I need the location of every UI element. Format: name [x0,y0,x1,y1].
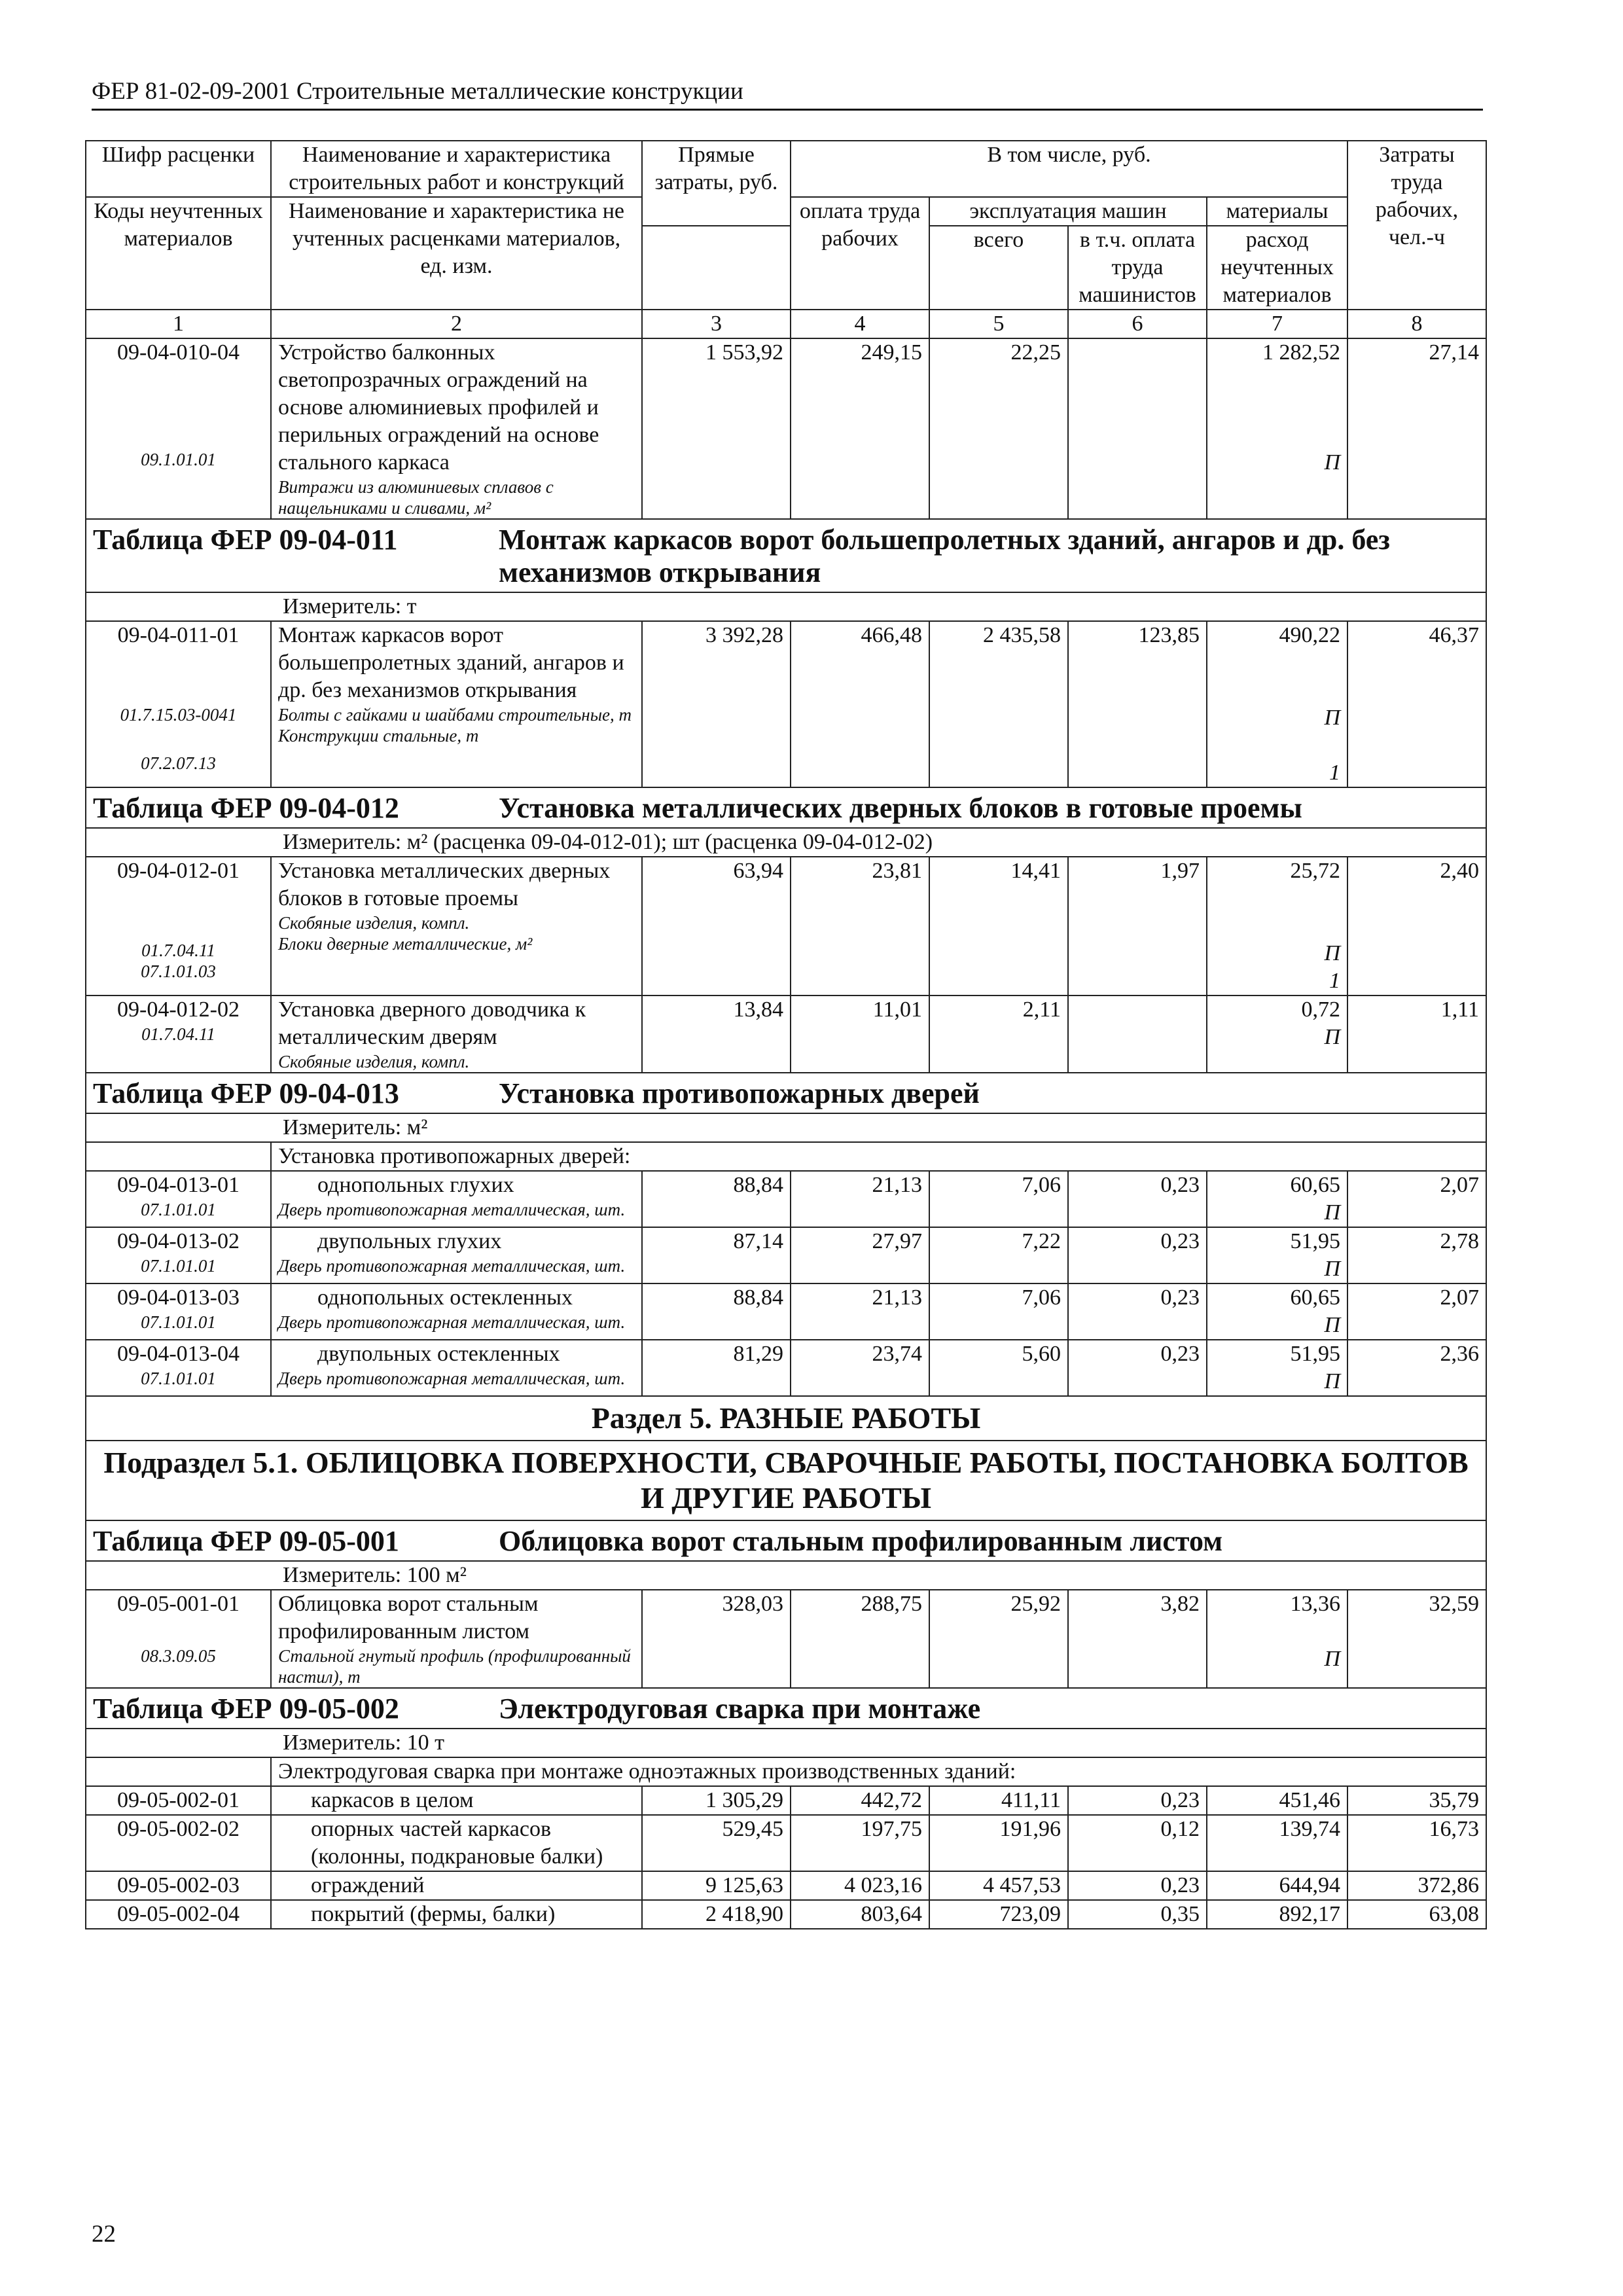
measure-unit: Измеритель: м² [86,1113,1486,1142]
materials: 51,95 [1290,1229,1340,1253]
machines-wages: 0,23 [1068,1283,1207,1340]
material-qty: П [1324,1025,1340,1049]
machines-total: 25,92 [929,1590,1068,1688]
direct-cost: 63,94 [642,857,791,996]
measure-row [86,592,1486,621]
measure-row [86,1561,1486,1590]
machines-wages: 0,23 [1068,1786,1207,1815]
material-code: 08.3.09.05 [141,1646,216,1666]
col-number: 4 [791,310,929,338]
group-spacer [86,1142,271,1171]
rate-code: 09-04-013-02 [117,1229,240,1253]
material-name: Конструкции стальные, т [278,726,479,745]
group-row [86,1757,1486,1786]
labor: 1,11 [1347,996,1486,1073]
material-name: Болты с гайками и шайбами строительные, т [278,705,632,725]
machines-total: 7,22 [929,1227,1068,1283]
table-row [86,857,1486,996]
rate-name: Облицовка ворот стальным профилированным листом [278,1592,539,1643]
material-qty: П [1324,1200,1340,1225]
table-row [86,1283,1486,1340]
measure-unit: Измеритель: т [86,592,1486,621]
rate-code: 09-04-013-03 [117,1285,240,1310]
wages: 249,15 [791,338,929,519]
col-materials-header: материалы [1207,197,1347,226]
material-qty: 1 [1329,969,1340,993]
material-code: 07.1.01.01 [141,1256,216,1276]
table-row [86,621,1486,787]
col-direct-spacer [642,226,791,310]
machines-total: 5,60 [929,1340,1068,1396]
labor: 2,78 [1347,1227,1486,1283]
materials: 60,65 [1290,1173,1340,1197]
material-name: Стальной гнутый профиль (профилированный настил), т [278,1646,631,1687]
wages: 21,13 [791,1283,929,1340]
col-unacc-names-header: Наименование и характеристика не учтенных расценками материалов, ед. изм. [271,197,642,310]
table-row [86,1871,1486,1900]
measure-row [86,828,1486,857]
material-code: 07.1.01.03 [141,961,216,981]
labor: 16,73 [1347,1815,1486,1871]
direct-cost: 529,45 [642,1815,791,1871]
material-name: Дверь противопожарная металлическая, шт. [278,1369,626,1388]
measure-row [86,1729,1486,1757]
col-code-header: Шифр расценки [86,141,271,197]
measure-unit: Измеритель: 10 т [86,1729,1486,1757]
rate-name: опорных частей каркасов (колонны, подкрановые балки) [271,1815,642,1871]
machines-wages: 0,23 [1068,1227,1207,1283]
materials: 139,74 [1207,1815,1347,1871]
labor: 2,07 [1347,1171,1486,1227]
machines-wages: 1,97 [1068,857,1207,996]
col-number: 8 [1347,310,1486,338]
col-machines-total-header: всего [929,226,1068,310]
labor: 372,86 [1347,1871,1486,1900]
direct-cost: 9 125,63 [642,1871,791,1900]
machines-total: 191,96 [929,1815,1068,1871]
materials: 1 282,52 [1262,340,1340,365]
col-number: 1 [86,310,271,338]
machines-wages: 0,23 [1068,1171,1207,1227]
col-name-header: Наименование и характеристика строительных работ и конструкций [271,141,642,197]
material-code: 01.7.04.11 [141,941,215,960]
col-machines-wages-header: в т.ч. оплата труда машинистов [1068,226,1207,310]
machines-wages: 0,23 [1068,1340,1207,1396]
col-machines-header: эксплуатация машин [929,197,1207,226]
machines-wages: 123,85 [1068,621,1207,787]
material-name: Блоки дверные металлические, м² [278,934,533,954]
table-label: Таблица ФЕР 09-04-013 [93,1077,399,1109]
rate-code: 09-05-002-02 [86,1815,271,1871]
rate-code: 09-04-013-01 [117,1173,240,1197]
wages: 442,72 [791,1786,929,1815]
table-heading-row [86,787,1486,828]
material-code: 07.2.07.13 [141,753,216,773]
materials: 490,22 [1279,623,1340,647]
material-name: Скобяные изделия, компл. [278,1052,470,1071]
table-row [86,1227,1486,1283]
measure-unit: Измеритель: м² (расценка 09-04-012-01); шт (расценка 09-04-012-02) [86,828,1486,857]
page-number: 22 [92,2221,116,2248]
group-label: Установка противопожарных дверей: [271,1142,1486,1171]
rate-code: 09-05-002-04 [86,1900,271,1929]
labor: 27,14 [1347,338,1486,519]
table-title: Установка металлических дверных блоков в готовые проемы [499,792,1302,824]
table-row [86,338,1486,519]
material-code: 07.1.01.01 [141,1369,216,1388]
machines-wages: 0,23 [1068,1871,1207,1900]
machines-total: 7,06 [929,1283,1068,1340]
subsection-title: Подраздел 5.1. ОБЛИЦОВКА ПОВЕРХНОСТИ, СВАРОЧНЫЕ РАБОТЫ, ПОСТАНОВКА БОЛТОВ И ДРУГИЕ РАБОТЫ [86,1441,1486,1520]
direct-cost: 88,84 [642,1283,791,1340]
direct-cost: 13,84 [642,996,791,1073]
rate-name: Установка металлических дверных блоков в готовые проемы [278,859,611,910]
table-heading-row [86,1520,1486,1561]
materials: 51,95 [1290,1342,1340,1366]
labor: 35,79 [1347,1786,1486,1815]
rate-name: Устройство балконных светопрозрачных ограждений на основе алюминиевых профилей и перильных ограждений на основе стального каркаса [278,340,599,475]
col-labor-header: Затраты труда рабочих, чел.-ч [1347,141,1486,310]
table-row [86,1815,1486,1871]
section-row [86,1396,1486,1441]
rate-name: двупольных глухих [317,1229,502,1253]
machines-total: 4 457,53 [929,1871,1068,1900]
material-qty: П [1324,1257,1340,1281]
rate-name: однопольных глухих [317,1173,514,1197]
subsection-row [86,1441,1486,1520]
machines-total: 14,41 [929,857,1068,996]
table-label: Таблица ФЕР 09-04-012 [93,792,399,824]
materials: 25,72 [1290,859,1340,883]
material-name: Дверь противопожарная металлическая, шт. [278,1312,626,1332]
rate-name: покрытий (фермы, балки) [271,1900,642,1929]
machines-total: 2 435,58 [929,621,1068,787]
table-row [86,1590,1486,1688]
material-name: Дверь противопожарная металлическая, шт. [278,1256,626,1276]
material-qty: 1 [1329,761,1340,785]
materials: 60,65 [1290,1285,1340,1310]
table-label: Таблица ФЕР 09-05-002 [93,1693,399,1725]
group-row [86,1142,1486,1171]
labor: 2,07 [1347,1283,1486,1340]
material-qty: П [1324,450,1340,475]
rate-name: однопольных остекленных [317,1285,573,1310]
wages: 23,74 [791,1340,929,1396]
group-label: Электродуговая сварка при монтаже одноэтажных производственных зданий: [271,1757,1486,1786]
machines-wages [1068,996,1207,1073]
materials: 13,36 [1290,1592,1340,1616]
material-code: 07.1.01.01 [141,1312,216,1332]
labor: 2,36 [1347,1340,1486,1396]
document-title: ФЕР 81-02-09-2001 Строительные металлические конструкции [92,77,1483,111]
labor: 46,37 [1347,621,1486,787]
machines-wages: 0,35 [1068,1900,1207,1929]
section-title: Раздел 5. РАЗНЫЕ РАБОТЫ [86,1396,1486,1441]
table-label: Таблица ФЕР 09-04-011 [93,524,398,556]
materials: 0,72 [1301,997,1340,1022]
rate-code: 09-05-002-03 [86,1871,271,1900]
material-name: Витражи из алюминиевых сплавов с нащельниками и сливами, м² [278,477,554,518]
wages: 11,01 [791,996,929,1073]
material-code: 01.7.04.11 [141,1024,215,1044]
table-title: Монтаж каркасов ворот большепролетных зданий, ангаров и др. без механизмов открывания [499,524,1390,588]
materials: 892,17 [1207,1900,1347,1929]
table-heading-row [86,1073,1486,1113]
wages: 21,13 [791,1171,929,1227]
col-number: 7 [1207,310,1347,338]
labor: 63,08 [1347,1900,1486,1929]
table-heading-row [86,1688,1486,1729]
col-number: 3 [642,310,791,338]
machines-wages: 3,82 [1068,1590,1207,1688]
direct-cost: 328,03 [642,1590,791,1688]
wages: 803,64 [791,1900,929,1929]
machines-total: 723,09 [929,1900,1068,1929]
rate-name: Установка дверного доводчика к металлическим дверям [278,997,586,1049]
direct-cost: 87,14 [642,1227,791,1283]
wages: 288,75 [791,1590,929,1688]
rate-name: каркасов в целом [271,1786,642,1815]
labor: 2,40 [1347,857,1486,996]
direct-cost: 2 418,90 [642,1900,791,1929]
machines-wages [1068,338,1207,519]
material-qty: П [1324,1313,1340,1337]
col-incl-header: В том числе, руб. [791,141,1347,197]
table-heading-row [86,519,1486,592]
machines-wages: 0,12 [1068,1815,1207,1871]
rate-code: 09-04-010-04 [117,340,240,365]
table-row [86,1900,1486,1929]
direct-cost: 88,84 [642,1171,791,1227]
materials: 644,94 [1207,1871,1347,1900]
col-number: 2 [271,310,642,338]
direct-cost: 81,29 [642,1340,791,1396]
header-row-1 [86,141,1486,197]
material-qty: П [1324,941,1340,965]
measure-unit: Измеритель: 100 м² [86,1561,1486,1590]
group-spacer [86,1757,271,1786]
rate-code: 09-04-013-04 [117,1342,240,1366]
rate-code: 09-04-011-01 [117,623,240,647]
table-row [86,996,1486,1073]
col-unacc-codes-header: Коды неучтенных материалов [86,197,271,310]
materials: 451,46 [1207,1786,1347,1815]
measure-row [86,1113,1486,1142]
material-code: 07.1.01.01 [141,1200,216,1219]
table-title: Установка противопожарных дверей [499,1077,980,1109]
col-number: 5 [929,310,1068,338]
wages: 4 023,16 [791,1871,929,1900]
column-numbers-row [86,310,1486,338]
rate-name: Монтаж каркасов ворот большепролетных зданий, ангаров и др. без механизмов открывания [278,623,624,702]
direct-cost: 3 392,28 [642,621,791,787]
table-label: Таблица ФЕР 09-05-001 [93,1525,399,1557]
table-row [86,1171,1486,1227]
direct-cost: 1 553,92 [642,338,791,519]
price-table [85,140,1487,1929]
table-title: Электродуговая сварка при монтаже [499,1693,981,1725]
rate-name: ограждений [271,1871,642,1900]
machines-total: 22,25 [929,338,1068,519]
machines-total: 2,11 [929,996,1068,1073]
material-qty: П [1324,1369,1340,1393]
wages: 23,81 [791,857,929,996]
wages: 197,75 [791,1815,929,1871]
material-name: Дверь противопожарная металлическая, шт. [278,1200,626,1219]
rate-code: 09-04-012-01 [117,859,240,883]
labor: 32,59 [1347,1590,1486,1688]
rate-code: 09-05-001-01 [117,1592,240,1616]
col-direct-header: Прямые затраты, руб. [642,141,791,226]
wages: 27,97 [791,1227,929,1283]
material-code: 01.7.15.03-0041 [120,705,237,725]
col-wages-header: оплата труда рабочих [791,197,929,310]
wages: 466,48 [791,621,929,787]
material-name: Скобяные изделия, компл. [278,913,470,933]
rate-code: 09-04-012-02 [117,997,240,1022]
material-qty: П [1324,706,1340,730]
rate-name: двупольных остекленных [317,1342,560,1366]
material-qty: П [1324,1647,1340,1671]
table-title: Облицовка ворот стальным профилированным листом [499,1525,1223,1557]
machines-total: 7,06 [929,1171,1068,1227]
table-row [86,1786,1486,1815]
table-row [86,1340,1486,1396]
direct-cost: 1 305,29 [642,1786,791,1815]
col-materials-sub-header: расход неучтенных материалов [1207,226,1347,310]
col-number: 6 [1068,310,1207,338]
rate-code: 09-05-002-01 [86,1786,271,1815]
material-code: 09.1.01.01 [141,450,216,469]
machines-total: 411,11 [929,1786,1068,1815]
